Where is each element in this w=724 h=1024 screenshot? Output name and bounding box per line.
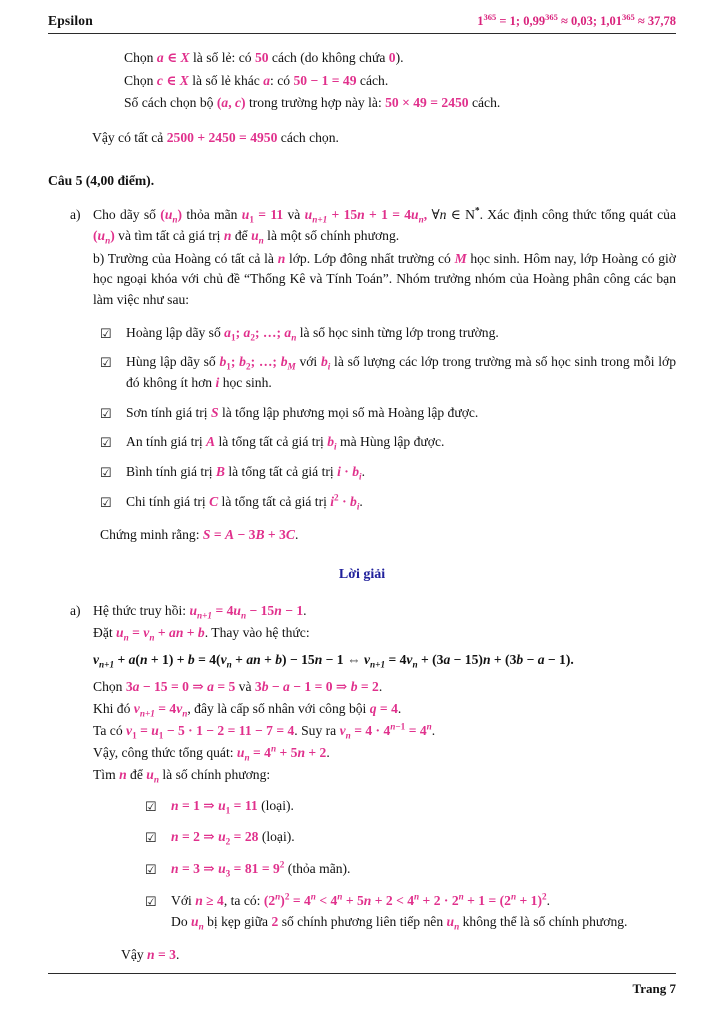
question-item-a: [48, 205, 676, 310]
solution-case: [145, 859, 676, 880]
task-item: [100, 492, 676, 513]
choice-line-3: Số cách chọn bộ (a, c) trong trường hợp này là: 50 × 49 = 2450 cách.: [124, 95, 501, 111]
choice-cases-block: [124, 48, 676, 114]
page-footer: [48, 973, 676, 998]
question-item-a-marker: a): [70, 207, 81, 223]
solution-display-equation: $v_{n+1} + a(n + 1) + b = 4(v_n$ + an + b) − 15n − 1 ⇔ $v_{n+1} = 4v_n + (3a - 15)n + (3b - a - 1)$.: [93, 651, 574, 670]
solution-line: Hệ thức truy hồi: $u_{n+1} = 4u_n - 15n - 1$.: [93, 603, 307, 621]
solution-line: Tìm n để $u_n$ là số chính phương:: [93, 767, 271, 785]
solution-case-label: n = 3 ⇒ $u_3 = 81 = 9^2$ (thỏa mãn).: [171, 859, 351, 879]
task-item-label: Hoàng lập dãy số $a_1$; $a_2$; …; $a_n$ là số học sinh từng lớp trong trường.: [126, 324, 499, 343]
page-number: Trang 7: [632, 981, 676, 996]
header-formula: [477, 11, 676, 29]
task-item: [100, 462, 676, 483]
task-item: [100, 352, 676, 393]
task-item: [100, 432, 676, 453]
task-item-label: Hùng lập dãy số $b_1$; $b_2$; …; $b_M$ với $b_i$ là số lượng các lớp trong trường mà số học sinh trong mỗi lớp đó không ít hơn i học sinh.: [126, 354, 677, 390]
choice-line-2: Chọn c ∈ X là số lẻ khác a: có 50 − 1 = 49 cách.: [124, 72, 389, 88]
solution-case: [145, 796, 676, 817]
task-item: [100, 323, 676, 344]
solution-case-list: [145, 796, 676, 933]
question-item-b-text: b) Trường của Hoàng có tất cả là n lớp. Lớp đông nhất trường có M học sinh. Hôm nay, lớp Hoàng có giờ học ngoại khóa với chủ đề “Thống Kê và Tính Toán”. Nhóm trưởng nhóm của Hoàng phân công các bạn làm việc như sau:: [93, 250, 676, 307]
solution-case-followup: Do $u_n$ bị kẹp giữa 2 số chính phương liên tiếp nên $u_n$ không thể là số chính phương.: [171, 914, 628, 933]
solution-line: Khi đó $v_{n+1} = 4v_n$, đây là cấp số nhân với công bội q = 4.: [93, 700, 402, 719]
solution-case: [145, 827, 676, 848]
prove-statement: Chứng minh rằng: S = A − 3B + 3C.: [100, 527, 299, 543]
choice-line-1: Chọn a ∈ X là số lẻ: có 50 cách (do không chứa 0).: [124, 50, 404, 65]
checkbox-checked-icon: ☑: [100, 435, 112, 451]
solution-case-label: n = 1 ⇒ $u_1 = 11$ (loại).: [171, 797, 294, 816]
solution-line: Chọn 3a − 15 = 0 ⇒ a = 5 và 3b − a − 1 = 0 ⇒ b = 2.: [93, 678, 383, 694]
solution-item-a: [48, 601, 676, 966]
solution-case: [145, 891, 676, 933]
solution-heading: Lời giải: [338, 566, 386, 582]
task-checklist: [100, 323, 676, 513]
checkbox-checked-icon: ☑: [100, 405, 112, 421]
solution-line: Đặt $u_n = v_n$ + an + b. Thay vào hệ thức:: [93, 625, 310, 643]
checkbox-checked-icon: ☑: [145, 830, 157, 846]
task-item-label: An tính giá trị A là tổng tất cả giá trị $b_i$ mà Hùng lập được.: [126, 434, 445, 452]
question-heading: Câu 5 (4,00 điểm).: [48, 172, 155, 188]
checkbox-checked-icon: ☑: [100, 464, 112, 480]
solution-item-a-marker: a): [70, 603, 81, 619]
checkbox-checked-icon: ☑: [100, 355, 112, 371]
task-item-label: Chi tính giá trị C là tổng tất cả giá trị $i^2 \cdot b_i$.: [126, 491, 363, 512]
header-journal-title: Epsilon: [48, 13, 93, 28]
checkbox-checked-icon: ☑: [145, 893, 157, 909]
solution-line: Vậy, công thức tổng quát: $u_n = 4^n + 5n + 2$.: [93, 743, 330, 763]
checkbox-checked-icon: ☑: [100, 494, 112, 510]
page-body: [48, 48, 676, 966]
checkbox-checked-icon: ☑: [145, 798, 157, 814]
header-formula-text: $1^{365} = 1$; $0,99^{365} \approx 0,03$; $1,01^{365} \approx 37,78$: [477, 11, 676, 28]
task-item-label: Sơn tính giá trị S là tổng lập phương mọi số mà Hoàng lập được.: [126, 404, 479, 420]
solution-line: Ta có $v_1 = u_1 - 5 \cdot 1 - 2 = 11 - 7 = 4$. Suy ra $v_n = 4 \cdot 4^{n-1} = 4^n$.: [93, 721, 436, 741]
question-item-a-text: Cho dãy số $(u_n)$ thỏa mãn $u_1 = 11$ và $u_{n+1} + 15n + 1 = 4u_n$, ∀n ∈ N*. Xác định công thức tổng quát của $(u_n)$ và tìm tất cả giá trị n để $u_n$ là một số chính phương.: [93, 205, 677, 246]
page-header: [48, 13, 676, 34]
question-item-b-marker: b): [93, 250, 105, 266]
task-item: [100, 403, 676, 424]
solution-conclusion: Vậy n = 3.: [121, 947, 180, 963]
task-item-label: Bình tính giá trị B là tổng tất cả giá trị $i \cdot b_i$.: [126, 463, 365, 482]
solution-case-label: n = 2 ⇒ $u_2 = 28$ (loại).: [171, 829, 295, 848]
checkbox-checked-icon: ☑: [145, 862, 157, 878]
choice-total-line: Vậy có tất cả 2500 + 2450 = 4950 cách chọn.: [92, 129, 339, 145]
checkbox-checked-icon: ☑: [100, 325, 112, 341]
solution-case-label: Với n ≥ 4, ta có: $(2^n)^2 = 4^n < 4^n + 5n + 2 < 4^n + 2 \cdot 2^n + 1 = (2^n + 1)^2$.: [171, 891, 551, 908]
